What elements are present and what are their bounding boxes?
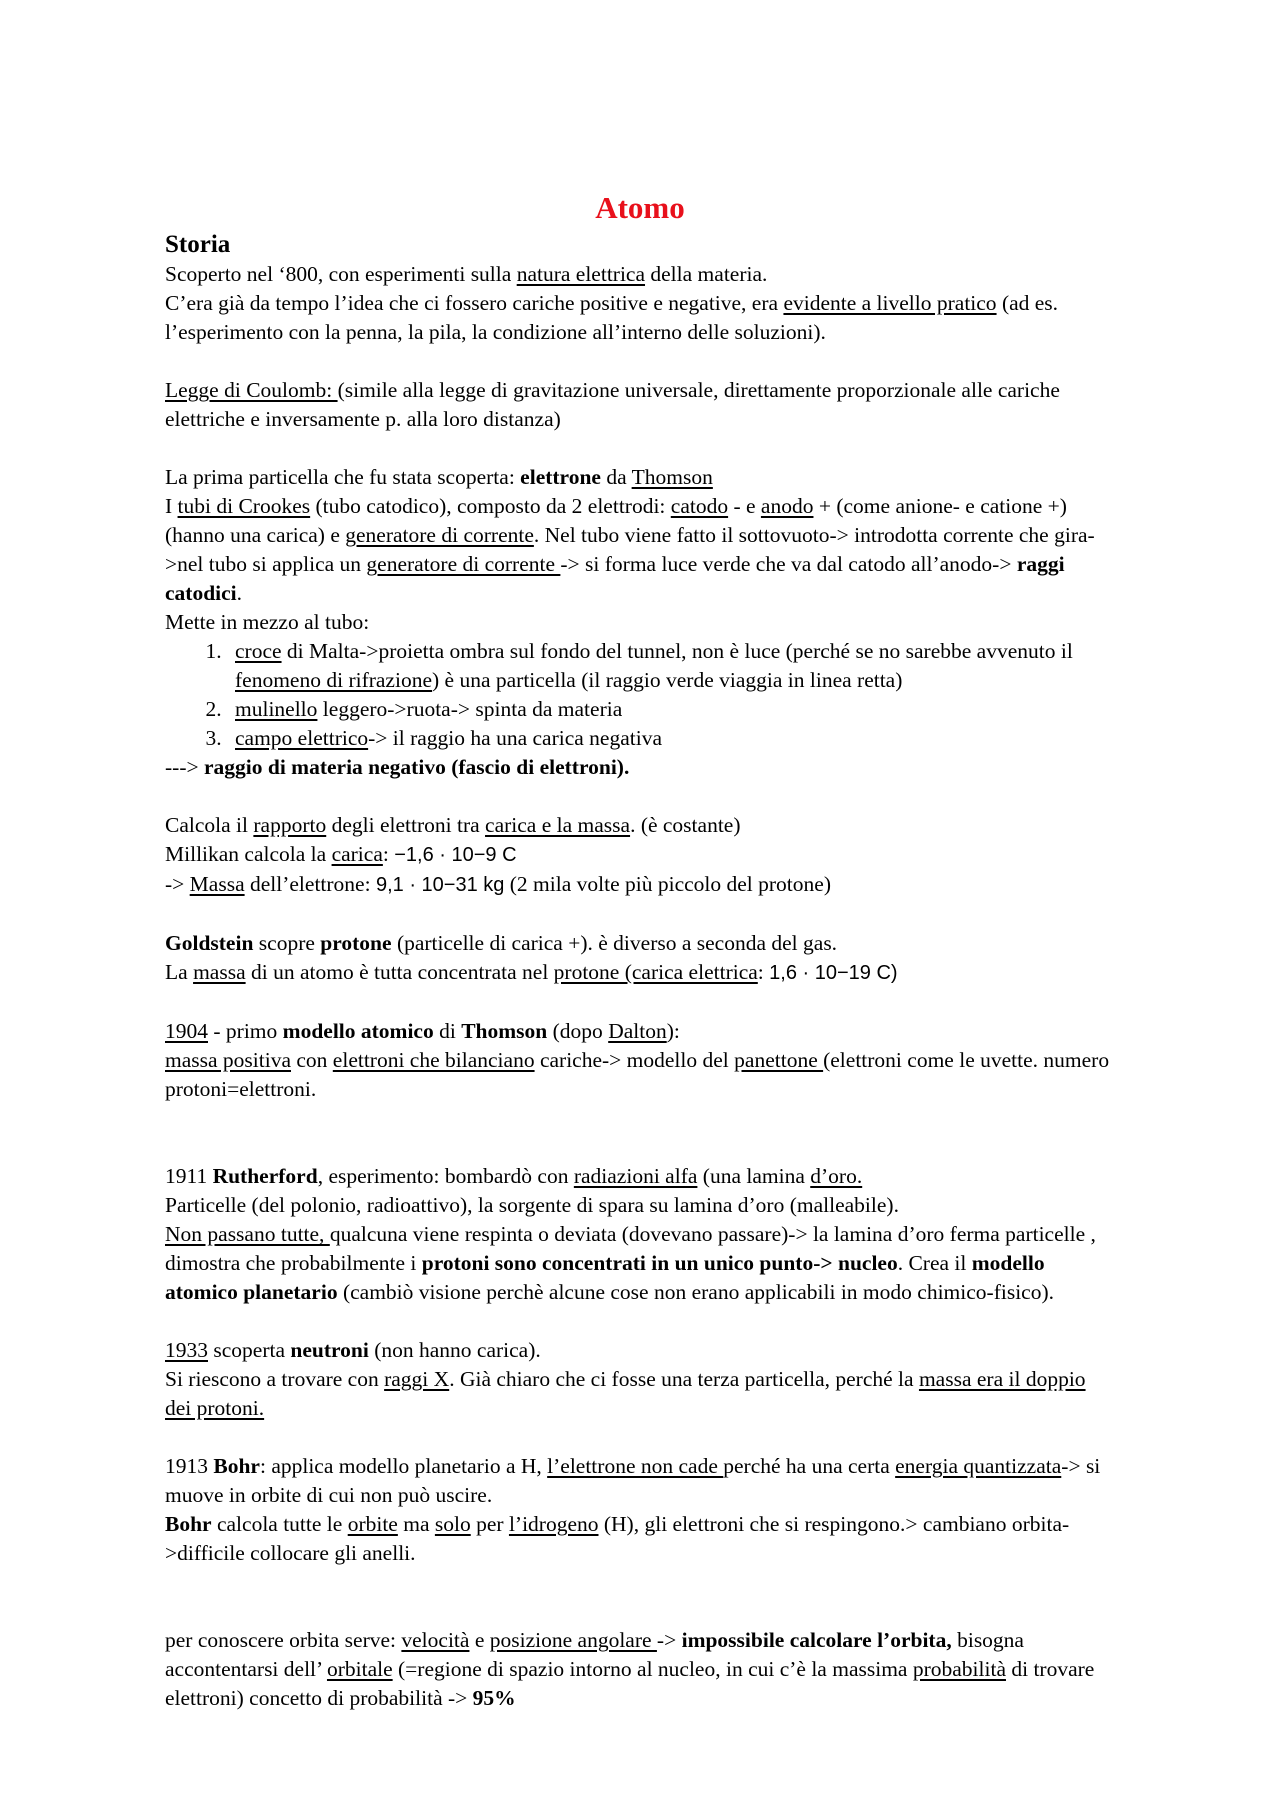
paragraph-thomson-model: 1904 - primo modello atomico di Thomson (dopo Dalton): — [165, 1019, 680, 1043]
paragraph-discovery: Scoperto nel ‘800, con esperimenti sulla natura elettrica della materia. — [165, 262, 768, 286]
section-heading: Storia — [165, 231, 231, 258]
paragraph-rutherford: 1911 Rutherford, esperimento: bombardò con radiazioni alfa (una lamina d’oro. — [165, 1164, 863, 1188]
paragraph-xrays: Si riescono a trovare con raggi X. Già chiaro che ci fosse una terza particella, perché la massa era il doppio dei protoni. — [165, 1367, 1086, 1420]
paragraph-goldstein: Goldstein scopre protone (particelle di carica +). è diverso a seconda del gas. — [165, 931, 838, 955]
page-title: Atomo — [595, 190, 685, 225]
paragraph-electron-mass: -> Massa dell’elettrone: 9,1 · 10−31 kg (2 mila volte più piccolo del protone) — [165, 872, 831, 896]
paragraph-nucleus: Non passano tutte, qualcuna viene respinta o deviata (dovevano passare)-> la lamina d’oro ferma particelle , dimostra che probabilmente i protoni sono concentrati in un unico punto-> nucleo. Crea il modello atomico planetario (cambiò visione perchè alcune cose non erano applicabili in modo chimico-fisico). — [165, 1222, 1096, 1304]
list-item: 1. croce di Malta->proietta ombra sul fondo del tunnel, non è luce (perché se no sarebbe avvenuto il fenomeno di rifrazione) è una particella (il raggio verde viaggia in linea retta) — [227, 637, 1115, 695]
paragraph-orbital: per conoscere orbita serve: velocità e posizione angolare -> impossibile calcolare l’orbita, bisogna accontentarsi dell’ orbitale (=regione di spazio intorno al nucleo, in cui c’è la massima probabilità di trovare elettroni) concetto di probabilità -> 95% — [165, 1628, 1095, 1710]
paragraph-neutrons: 1933 scoperta neutroni (non hanno carica). — [165, 1338, 541, 1362]
paragraph-tube-intro: Mette in mezzo al tubo: — [165, 610, 370, 634]
paragraph-conclusion: ---> raggio di materia negativo (fascio di elettroni). — [165, 755, 630, 779]
paragraph-polonium: Particelle (del polonio, radioattivo), la sorgente di spara su lamina d’oro (malleabile). — [165, 1193, 899, 1217]
paragraph-millikan: Millikan calcola la carica: −1,6 · 10−9 C — [165, 842, 517, 866]
paragraph-charges: C’era già da tempo l’idea che ci fossero cariche positive e negative, era evidente a livello pratico (ad es. l’esperimento con la penna, la pila, la condizione all’interno delle soluzioni). — [165, 291, 1059, 344]
paragraph-crookes: I tubi di Crookes (tubo catodico), composto da 2 elettrodi: catodo - e anodo + (come anione- e catione +) (hanno una carica) e generatore di corrente. Nel tubo viene fatto il sottovuoto-> introdotta corrente che gira->nel tubo si applica un generatore di corrente -> si forma luce verde che va dal catodo all’anodo-> raggi catodici. — [165, 494, 1095, 605]
paragraph-bohr-orbits: Bohr calcola tutte le orbite ma solo per l’idrogeno (H), gli elettroni che si respingono.> cambiano orbita->difficile collocare gli anelli. — [165, 1512, 1070, 1565]
paragraph-electron: La prima particella che fu stata scoperta: elettrone da Thomson — [165, 465, 713, 489]
paragraph-ratio: Calcola il rapporto degli elettroni tra carica e la massa. (è costante) — [165, 813, 741, 837]
paragraph-coulomb: Legge di Coulomb: (simile alla legge di gravitazione universale, direttamente proporzionale alle cariche elettriche e inversamente p. alla loro distanza) — [165, 378, 1060, 431]
document-body — [165, 190, 1115, 1713]
list-item: 3. campo elettrico-> il raggio ha una carica negativa — [227, 724, 1115, 753]
list-item: 2. mulinello leggero->ruota-> spinta da materia — [227, 695, 1115, 724]
paragraph-bohr: 1913 Bohr: applica modello planetario a H, l’elettrone non cade perché ha una certa energia quantizzata-> si muove in orbite di cui non può uscire. — [165, 1454, 1101, 1507]
paragraph-panettone: massa positiva con elettroni che bilanciano cariche-> modello del panettone (elettroni come le uvette. numero protoni=elettroni. — [165, 1048, 1110, 1101]
paragraph-proton-mass: La massa di un atomo è tutta concentrata nel protone (carica elettrica: 1,6 · 10−19 C) — [165, 960, 898, 984]
experiment-list — [165, 637, 1115, 753]
